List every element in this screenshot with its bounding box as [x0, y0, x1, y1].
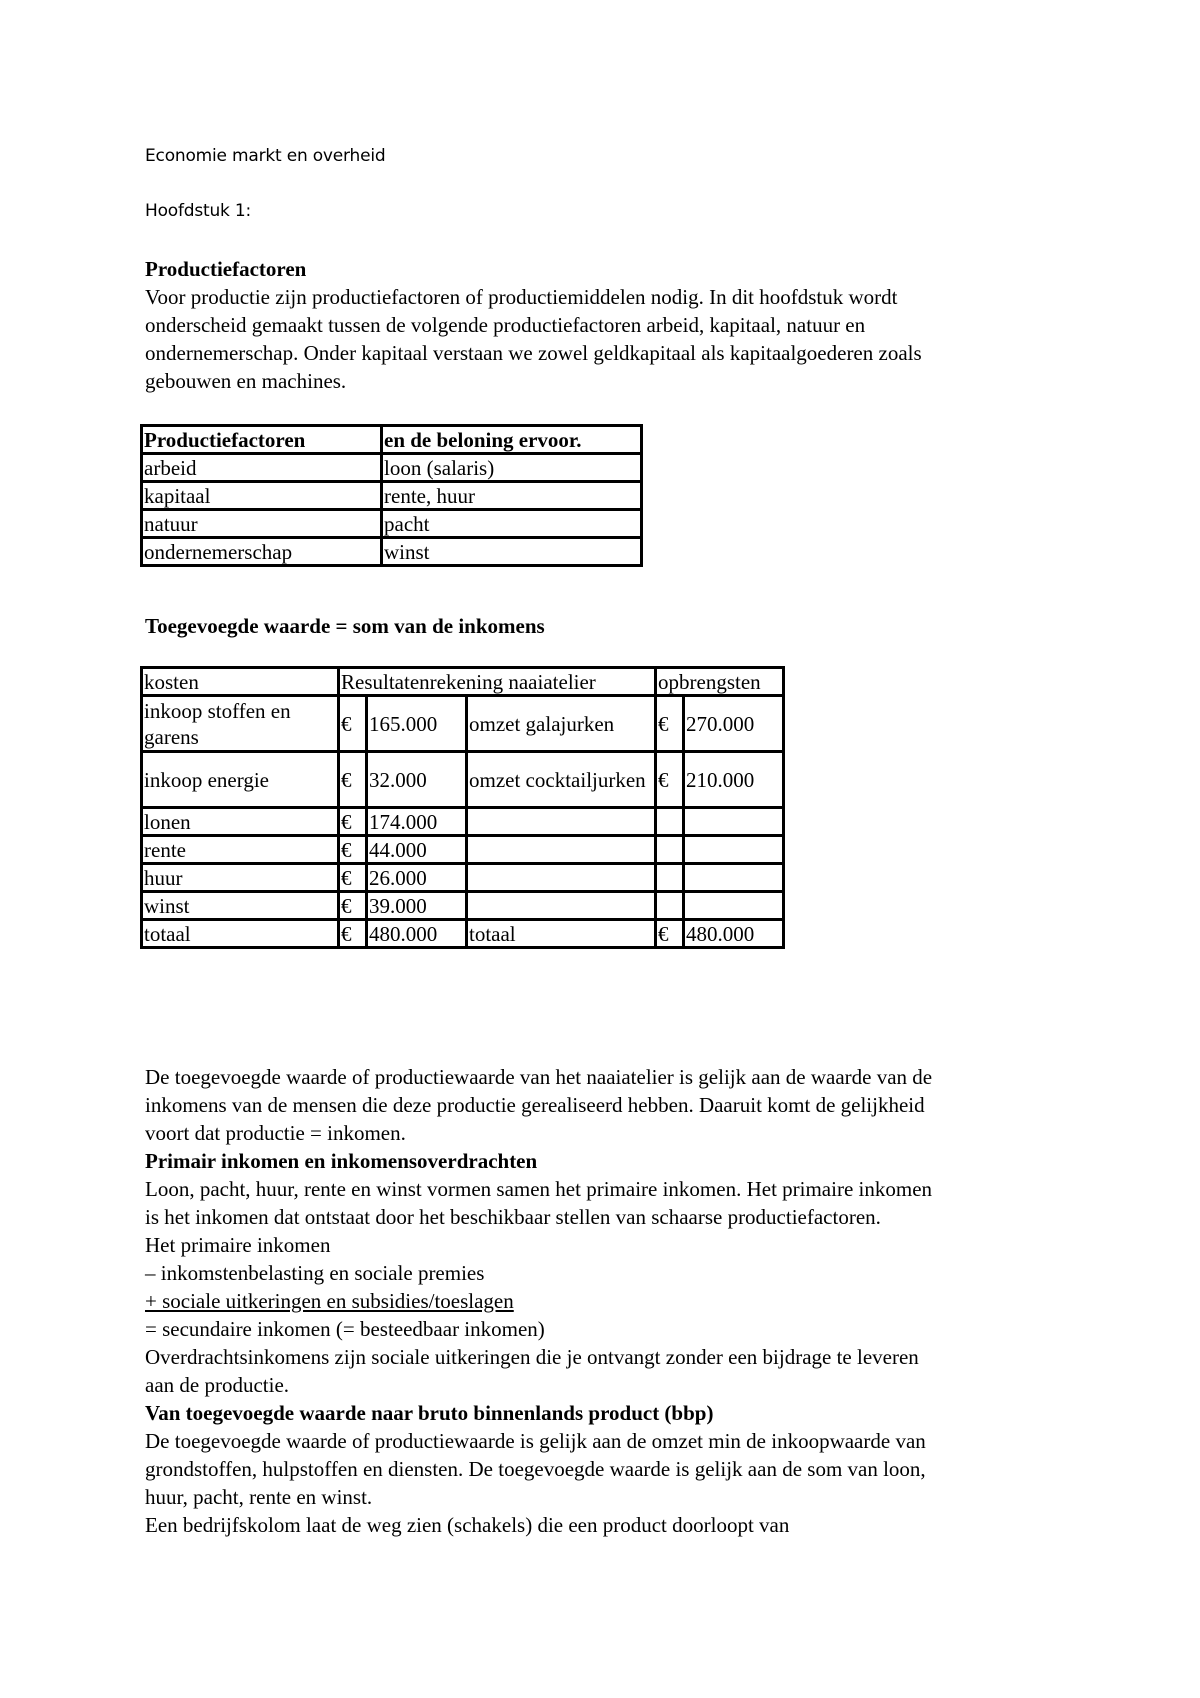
- table-cell: [467, 864, 656, 892]
- paragraph-line: Voor productie zijn productiefactoren of productiemiddelen nodig. In dit hoofdstuk wordt: [145, 285, 898, 309]
- paragraph-line: aan de productie.: [145, 1373, 290, 1397]
- table-cell: totaal: [142, 920, 339, 948]
- table-row: [142, 510, 642, 538]
- paragraph-line: De toegevoegde waarde of productiewaarde van het naaiatelier is gelijk aan de waarde van de: [145, 1065, 933, 1089]
- table-cell: arbeid: [142, 454, 382, 482]
- table-cell: [684, 864, 784, 892]
- table-cell: inkoop stoffen en garens: [142, 696, 339, 752]
- table-cell: winst: [382, 538, 642, 566]
- table-cell: 44.000: [367, 836, 467, 864]
- table-row: [142, 836, 784, 864]
- paragraph-line: gebouwen en machines.: [145, 369, 347, 393]
- table-row: [142, 864, 784, 892]
- table-row: [142, 892, 784, 920]
- section-heading: Productiefactoren: [145, 257, 307, 281]
- table-cell: rente, huur: [382, 482, 642, 510]
- table-cell: loon (salaris): [382, 454, 642, 482]
- paragraph-line: huur, pacht, rente en winst.: [145, 1485, 373, 1509]
- table-cell: 210.000: [684, 752, 784, 808]
- underlined-line: + sociale uitkeringen en subsidies/toeslagen: [145, 1289, 514, 1313]
- table-cell: lonen: [142, 808, 339, 836]
- table-header-cell: kosten: [142, 668, 339, 696]
- table-header-row: [142, 668, 784, 696]
- table-cell: 32.000: [367, 752, 467, 808]
- section-heading: Primair inkomen en inkomensoverdrachten: [145, 1149, 538, 1173]
- table-cell: totaal: [467, 920, 656, 948]
- paragraph-line: Loon, pacht, huur, rente en winst vormen samen het primaire inkomen. Het primaire inkomen: [145, 1177, 933, 1201]
- table-cell: €: [339, 920, 367, 948]
- table-cell: €: [339, 696, 367, 752]
- table-cell: €: [656, 752, 684, 808]
- table-cell: omzet galajurken: [467, 696, 656, 752]
- table-cell: 39.000: [367, 892, 467, 920]
- table-cell: €: [339, 752, 367, 808]
- table-cell: 270.000: [684, 696, 784, 752]
- paragraph-line: onderscheid gemaakt tussen de volgende productiefactoren arbeid, kapitaal, natuur en: [145, 313, 866, 337]
- table-cell: [656, 892, 684, 920]
- table-cell: pacht: [382, 510, 642, 538]
- table-header-cell: Productiefactoren: [142, 426, 382, 454]
- chapter-label: Hoofdstuk 1:: [145, 201, 252, 221]
- paragraph-line: Het primaire inkomen: [145, 1233, 331, 1257]
- document-title: Economie markt en overheid: [145, 146, 386, 166]
- table-cell: [656, 864, 684, 892]
- table-row: [142, 538, 642, 566]
- table-header-cell: opbrengsten: [656, 668, 784, 696]
- table-header-cell: Resultatenrekening naaiatelier: [339, 668, 656, 696]
- table-cell: winst: [142, 892, 339, 920]
- paragraph-line: voort dat productie = inkomen.: [145, 1121, 406, 1145]
- paragraph-line: inkomens van de mensen die deze productie gerealiseerd hebben. Daaruit komt de gelijkheid: [145, 1093, 925, 1117]
- table-cell: kapitaal: [142, 482, 382, 510]
- section-heading-toegevoegde-waarde: Toegevoegde waarde = som van de inkomens: [145, 614, 545, 638]
- table-cell: [684, 892, 784, 920]
- section-productiefactoren: [145, 255, 1095, 395]
- table-cell: [684, 836, 784, 864]
- body-text: [145, 1063, 1095, 1539]
- table-cell: 165.000: [367, 696, 467, 752]
- table-cell: €: [339, 892, 367, 920]
- table-cell: natuur: [142, 510, 382, 538]
- table-cell: [467, 836, 656, 864]
- table-cell: 480.000: [684, 920, 784, 948]
- table-row: [142, 920, 784, 948]
- table-cell: €: [339, 836, 367, 864]
- paragraph-line: is het inkomen dat ontstaat door het beschikbaar stellen van schaarse productiefactoren.: [145, 1205, 881, 1229]
- table-cell: [467, 808, 656, 836]
- paragraph-line: = secundaire inkomen (= besteedbaar inkomen): [145, 1317, 545, 1341]
- table-cell: [656, 808, 684, 836]
- productiefactoren-table: [140, 424, 643, 567]
- paragraph-line: Overdrachtsinkomens zijn sociale uitkeringen die je ontvangt zonder een bijdrage te leveren: [145, 1345, 919, 1369]
- table-cell: €: [339, 864, 367, 892]
- table-cell: [656, 836, 684, 864]
- table-row: [142, 696, 784, 752]
- table-cell: rente: [142, 836, 339, 864]
- table-cell: huur: [142, 864, 339, 892]
- table-cell: ondernemerschap: [142, 538, 382, 566]
- table-row: [142, 808, 784, 836]
- paragraph-line: De toegevoegde waarde of productiewaarde is gelijk aan de omzet min de inkoopwaarde van: [145, 1429, 926, 1453]
- section-heading: Van toegevoegde waarde naar bruto binnenlands product (bbp): [145, 1401, 714, 1425]
- paragraph-line: ondernemerschap. Onder kapitaal verstaan we zowel geldkapitaal als kapitaalgoederen zoals: [145, 341, 922, 365]
- paragraph-line: – inkomstenbelasting en sociale premies: [145, 1261, 485, 1285]
- table-cell: inkoop energie: [142, 752, 339, 808]
- table-row: [142, 752, 784, 808]
- table-row: [142, 482, 642, 510]
- paragraph-line: Een bedrijfskolom laat de weg zien (schakels) die een product doorloopt van: [145, 1513, 790, 1537]
- table-cell: €: [339, 808, 367, 836]
- table-cell: €: [656, 696, 684, 752]
- table-row: [142, 454, 642, 482]
- paragraph-line: grondstoffen, hulpstoffen en diensten. De toegevoegde waarde is gelijk aan de som van loon,: [145, 1457, 926, 1481]
- table-cell: [684, 808, 784, 836]
- table-cell: 174.000: [367, 808, 467, 836]
- table-header-cell: en de beloning ervoor.: [382, 426, 642, 454]
- resultatenrekening-table: [140, 666, 785, 949]
- table-header-row: [142, 426, 642, 454]
- table-cell: 26.000: [367, 864, 467, 892]
- table-cell: 480.000: [367, 920, 467, 948]
- table-cell: €: [656, 920, 684, 948]
- table-cell: omzet cocktailjurken: [467, 752, 656, 808]
- table-cell: [467, 892, 656, 920]
